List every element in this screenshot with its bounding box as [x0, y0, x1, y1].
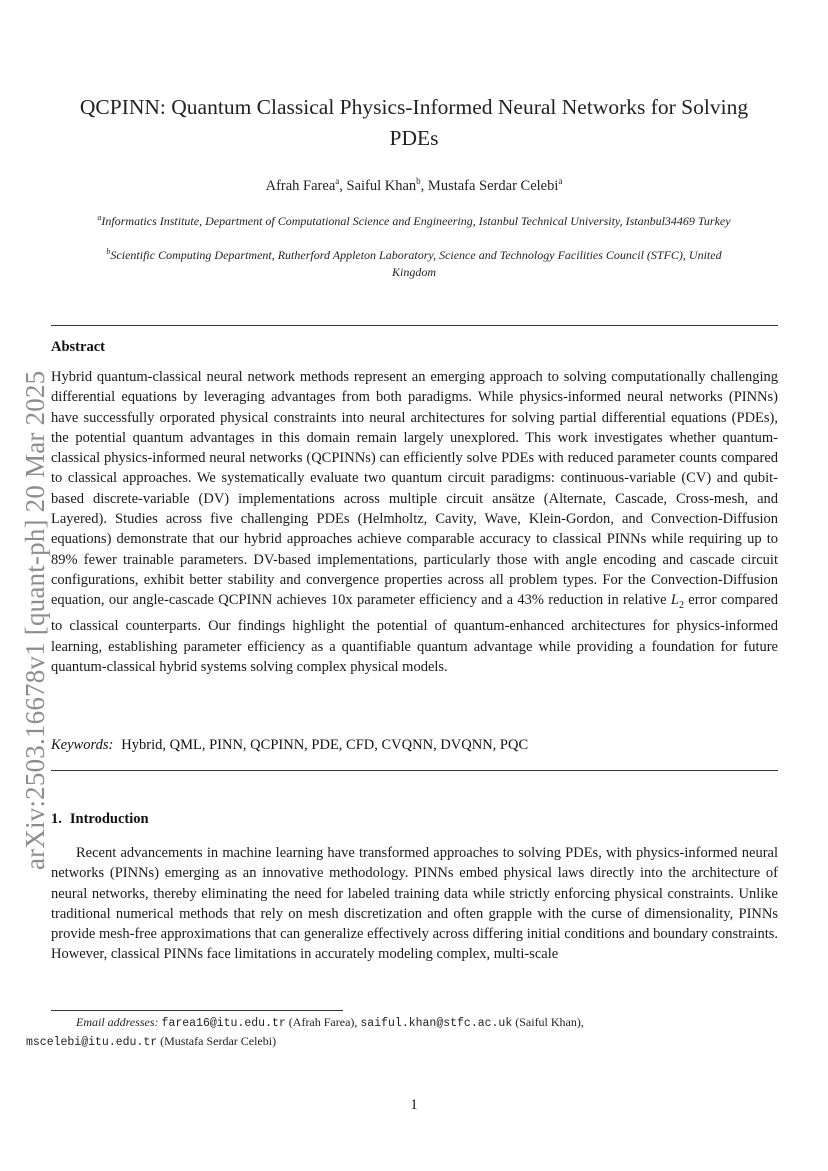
- section-number: 1.: [51, 811, 62, 827]
- arxiv-identifier-stamp: arXiv:2503.16678v1 [quant-ph] 20 Mar 2025: [20, 370, 50, 870]
- footnote-label: Email addresses:: [76, 1015, 159, 1029]
- author-affiliation-mark: a: [558, 176, 563, 186]
- abstract-text: Hybrid quantum-classical neural network methods represent an emerging approach to solving computationally challenging differential equations by leveraging advantages from both paradigms. While physics-informed neural networks (PINNs) have successfully orporated physical constraints into neural architectures for solving partial differential equations (PDEs), the potential quantum advantages in this domain remain largely unexplored. This work investigates whether quantum-classical physics-informed neural networks (QCPINNs) can efficiently solve PDEs with reduced parameter counts compared to classical approaches. We systematically evaluate two quantum circuit paradigms: continuous-variable (CV) and qubit-based discrete-variable (DV) implementations across multiple circuit ansätze (Alternate, Cascade, Cross-mesh, and Layered). Studies across five challenging PDEs (Helmholtz, Cavity, Wave, Klein-Gordon, and Convection-Diffusion equations) demonstrate that our hybrid approaches achieve comparable accuracy to classical PINNs while requiring up to 89% fewer trainable parameters. DV-based implementations, particularly those with angle encoding and cascade circuit configurations, exhibit better stability and convergence properties across all problem types. For the Convection-Diffusion equation, our angle-cascade QCPINN achieves 10x parameter efficiency and a 43% reduction in relative: [51, 369, 778, 609]
- affiliation-b: [84, 243, 744, 281]
- math-subscript: 2: [678, 600, 684, 612]
- author-affiliation-mark: b: [416, 176, 421, 186]
- author-name: Saiful Khan: [346, 177, 417, 194]
- footnote-rule: [51, 1010, 343, 1011]
- keywords-label: Keywords:: [51, 737, 114, 753]
- section-heading: [51, 811, 149, 828]
- keywords-line: [51, 737, 778, 754]
- abstract-heading: Abstract: [51, 339, 105, 355]
- paper-title: QCPINN: Quantum Classical Physics-Informed Neural Networks for Solving PDEs: [79, 95, 749, 150]
- abstract-top-rule: [51, 325, 778, 326]
- author-name: Mustafa Serdar Celebi: [427, 177, 559, 194]
- affiliation-mark: a: [97, 213, 102, 222]
- math-symbol: L: [670, 592, 679, 609]
- abstract-body: [51, 367, 778, 677]
- email-owner: (Mustafa Serdar Celebi): [160, 1033, 277, 1048]
- abstract-bottom-rule: [51, 770, 778, 771]
- affiliation-text: Informatics Institute, Department of Computational Science and Engineering, Istanbul Technical University, Istanbul34469 Turkey: [101, 214, 731, 228]
- abstract-text-continued: error compared to classical counterparts. Our findings highlight the potential of quantum-enhanced architectures for physics-informed learning, establishing parameter efficiency as a quantifiable quantum advantage while providing a foundation for future quantum-classical hybrid systems solving complex physical models.: [51, 592, 778, 676]
- introduction-paragraph: Recent advancements in machine learning have transformed approaches to solving PDEs, with physics-informed neural networks (PINNs) emerging as an innovative methodology. PINNs embed physical laws directly into the architecture of neural networks, thereby eliminating the need for labeled training data while strictly enforcing physical constraints. Unlike traditional numerical methods that rely on mesh discretization and often grapple with the curse of dimensionality, PINNs provide mesh-free approximations that can generalize effectively across differing initial conditions and boundary constraints. However, classical PINNs face limitations in accurately modeling complex, multi-scale: [51, 845, 778, 963]
- footnote-emails: [26, 1014, 778, 1051]
- email-owner: (Saiful Khan),: [515, 1015, 584, 1029]
- author-list: Afrah Farea$^a$, Saiful Khan$^b$, Mustafa Serdar Celebi$^a$: [265, 176, 563, 194]
- affiliation-a: [84, 209, 744, 230]
- email-address: farea16@itu.edu.tr: [161, 1017, 286, 1030]
- section-title: Introduction: [69, 811, 149, 827]
- page-number: 1: [410, 1097, 418, 1113]
- affiliation-mark: b: [106, 247, 111, 256]
- author-name: Afrah Farea: [265, 177, 336, 194]
- affiliation-text: Scientific Computing Department, Rutherford Appleton Laboratory, Science and Technology Facilities Council (STFC), United Kingdom: [110, 248, 722, 279]
- email-owner: (Afrah Farea),: [288, 1015, 358, 1029]
- email-address: saiful.khan@stfc.ac.uk: [360, 1017, 513, 1030]
- author-affiliation-mark: a: [335, 176, 340, 186]
- email-address: mscelebi@itu.edu.tr: [26, 1035, 158, 1049]
- keywords-text: Hybrid, QML, PINN, QCPINN, PDE, CFD, CVQNN, DVQNN, PQC: [121, 737, 529, 753]
